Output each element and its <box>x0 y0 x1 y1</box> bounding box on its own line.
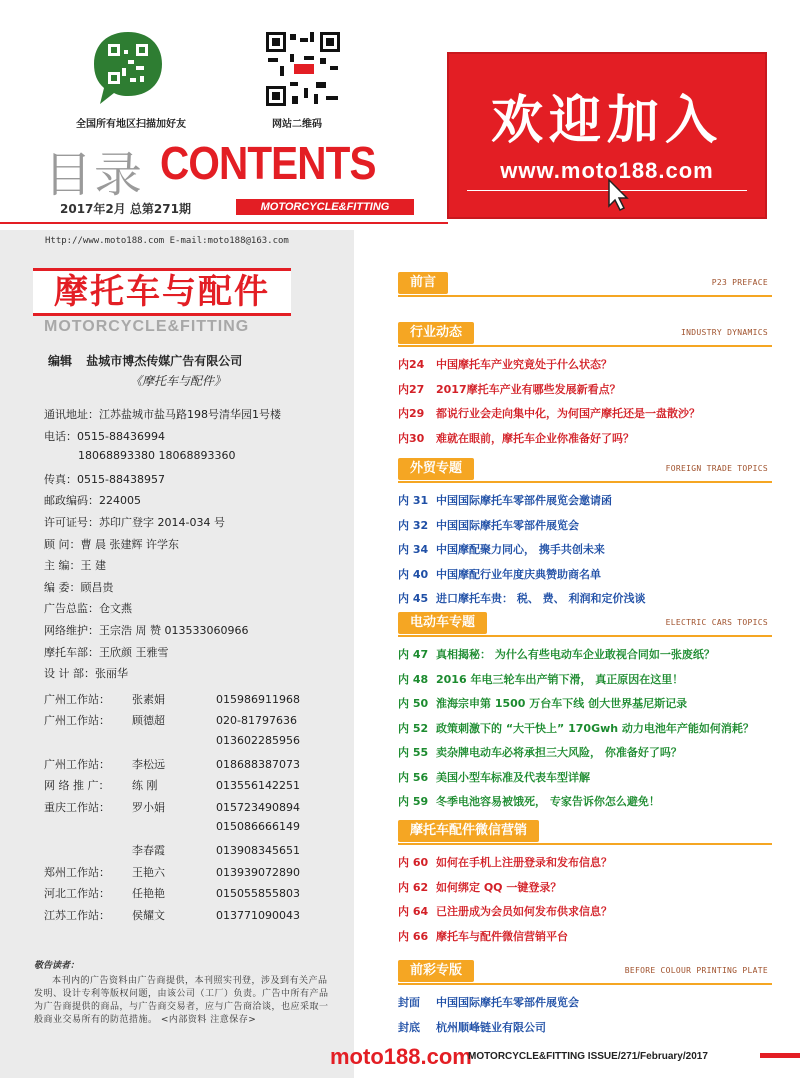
toc-item[interactable] <box>398 854 612 870</box>
toc-title: 难就在眼前，摩托车企业你准备好了吗？ <box>436 431 634 445</box>
section-header <box>398 820 772 842</box>
wechat-qr-code <box>92 30 164 108</box>
section-label[interactable]: 电动车专题 <box>398 612 487 634</box>
masthead-row <box>44 406 281 422</box>
contact-line[interactable]: Http://www.moto188.com E-mail:moto188@163.com <box>45 236 289 246</box>
toc-item[interactable] <box>398 903 612 919</box>
editor-line <box>48 352 242 369</box>
masthead-value: 王 建 <box>80 559 106 573</box>
toc-title: 美国小型车标准及代表车型详解 <box>436 770 590 784</box>
toc-title: 卖杂牌电动车必将承担三大风险， 你准备好了吗？ <box>436 746 682 759</box>
toc-page: 内 40 <box>398 567 429 581</box>
masthead-row <box>44 600 132 616</box>
masthead-label: 设 计 部： <box>44 667 95 681</box>
section-label[interactable]: 前彩专版 <box>398 960 474 982</box>
station-row <box>44 842 300 858</box>
banner-url[interactable]: www.moto188.com <box>500 158 714 183</box>
masthead-row <box>44 492 141 508</box>
section-rule <box>398 481 772 483</box>
toc-section <box>398 612 772 808</box>
toc-title: 如何绑定 QQ 一键登录？ <box>436 880 562 894</box>
section-english-label: FOREIGN TRADE TOPICS <box>665 464 768 473</box>
station-row <box>44 756 300 772</box>
masthead-label: 编 委： <box>44 580 81 594</box>
section-header <box>398 960 772 982</box>
section-rule <box>398 983 772 985</box>
website-qr-code <box>264 30 342 108</box>
masthead-label: 广告总监： <box>44 602 99 616</box>
toc-page: 内 31 <box>398 494 429 507</box>
toc-item[interactable] <box>398 517 579 533</box>
toc-item[interactable] <box>398 793 660 809</box>
page-title-cn: 目录 <box>44 147 145 203</box>
section-header <box>398 612 772 634</box>
welcome-banner[interactable] <box>447 52 767 219</box>
section-label[interactable]: 前言 <box>398 272 448 294</box>
toc-page: 内 47 <box>398 648 429 661</box>
station-contact-name: 任艳艳 <box>132 887 165 901</box>
masthead-row <box>44 536 179 552</box>
station-phone: 013771090043 <box>216 908 300 922</box>
footer-band: MOTORCYCLE&FITTING ISSUE/271/February/2017 <box>468 1051 708 1062</box>
masthead-label: 传真： <box>44 472 77 486</box>
toc-title: 2017摩托车产业有哪些发展新看点？ <box>436 382 621 396</box>
masthead-row <box>44 644 169 660</box>
footer-bar <box>760 1053 800 1058</box>
wechat-qr-caption: 全国所有地区扫描加好友 <box>76 119 186 130</box>
station-contact-name: 侯耀文 <box>132 908 165 922</box>
station-contact-name: 李松远 <box>132 757 165 771</box>
issue-date: 2017年2月 总第271期 <box>60 202 191 216</box>
station-row <box>44 777 300 793</box>
station-row <box>44 799 300 815</box>
page-title-en: CONTENTS <box>160 137 376 189</box>
station-row <box>44 820 300 833</box>
masthead-value: 王欣颜 王雅雪 <box>99 645 169 659</box>
masthead-value: 224005 <box>99 494 141 508</box>
masthead-label: 主 编： <box>44 559 81 573</box>
toc-title: 2016 年电三轮车出产销下滑， 真正原因在这里！ <box>436 672 684 686</box>
toc-item[interactable] <box>398 646 715 662</box>
toc-item[interactable] <box>398 1019 546 1035</box>
toc-item[interactable] <box>398 430 634 446</box>
station-label: 广州工作站： <box>44 692 110 706</box>
toc-item[interactable] <box>398 744 682 760</box>
section-rule <box>398 295 772 297</box>
toc-title: 摩托车与配件微信营销平台 <box>436 929 568 943</box>
issue-tag: MOTORCYCLE&FITTING <box>236 199 414 215</box>
toc-item[interactable] <box>398 671 683 687</box>
logo-english: MOTORCYCLE&FITTING <box>44 318 250 335</box>
toc-page: 内 45 <box>398 592 429 605</box>
station-row <box>44 712 297 728</box>
masthead-label: 电话： <box>44 429 77 443</box>
masthead-label: 网络维护： <box>44 624 99 637</box>
station-phone: 015986911968 <box>216 692 300 706</box>
section-rule <box>398 843 772 845</box>
editor-org: 盐城市博杰传媒广告有限公司 <box>86 354 243 368</box>
section-english-label: BEFORE COLOUR PRINTING PLATE <box>624 966 768 975</box>
masthead-row <box>44 471 165 487</box>
magazine-name: 《摩托车与配件》 <box>130 374 227 388</box>
toc-section <box>398 960 772 1034</box>
masthead-value: 顾昌贵 <box>80 580 114 594</box>
section-rule <box>398 635 772 637</box>
toc-page: 内 55 <box>398 746 429 759</box>
banner-title: 欢迎加入 <box>490 91 723 151</box>
station-phone: 013939072890 <box>216 865 300 879</box>
toc-page: 封面 <box>398 996 420 1009</box>
masthead-label: 摩托车部： <box>44 645 99 659</box>
station-label: 网 络 推 广： <box>44 779 110 793</box>
station-phone: 020-81797636 <box>216 714 297 728</box>
toc-page: 内 56 <box>398 770 429 784</box>
station-phone: 013908345651 <box>216 844 300 857</box>
masthead-row <box>44 579 114 595</box>
toc-page: 内 50 <box>398 697 429 710</box>
toc-item[interactable] <box>398 381 621 397</box>
section-header <box>398 458 772 480</box>
toc-title: 淮海宗申第 1500 万台车下线 创大世界基尼斯记录 <box>436 697 688 710</box>
toc-title: 政策刺激下的 “大干快上” 170Gwh 动力电池年产能如何消耗？ <box>436 721 754 735</box>
toc-page: 内27 <box>398 382 425 396</box>
station-label: 郑州工作站： <box>44 865 110 879</box>
section-english-label: ELECTRIC CARS TOPICS <box>665 618 768 627</box>
toc-item[interactable] <box>398 541 605 557</box>
website-qr-caption: 网站二维码 <box>272 119 322 130</box>
masthead-row <box>44 622 248 638</box>
masthead-value: 张丽华 <box>95 667 128 681</box>
section-rule <box>398 345 772 347</box>
toc-title: 中国国际摩托车零部件展览会邀请函 <box>436 494 612 507</box>
logo-text: 摩托车与配件 <box>54 272 270 312</box>
station-contact-name: 王艳六 <box>132 865 165 879</box>
toc-title: 中国国际摩托车零部件展览会 <box>436 518 579 532</box>
station-contact-name: 罗小娟 <box>132 800 165 814</box>
masthead-label: 许可证号： <box>44 516 99 529</box>
toc-item[interactable] <box>398 695 687 711</box>
toc-page: 内 62 <box>398 880 429 894</box>
station-phone: 015055855803 <box>216 887 300 901</box>
masthead-value: 曹 晨 张建辉 许学东 <box>80 537 179 551</box>
toc-title: 中国摩配行业年度庆典赞助商名单 <box>436 567 601 581</box>
station-label: 河北工作站： <box>44 887 110 901</box>
station-label: 江苏工作站： <box>44 908 110 922</box>
toc-item[interactable] <box>398 928 568 944</box>
toc-page: 内24 <box>398 358 425 371</box>
cursor-arrow-icon <box>607 178 633 216</box>
masthead-row <box>44 665 128 681</box>
masthead-value: 0515-88438957 <box>77 472 165 486</box>
station-phone: 015086666149 <box>216 820 300 834</box>
station-row <box>44 864 300 880</box>
toc-title: 进口摩托车贵： 税、 费、 利润和定价浅谈 <box>436 592 646 605</box>
toc-title: 冬季电池容易被饿死， 专家告诉你怎么避免！ <box>436 795 660 808</box>
station-row <box>44 691 300 707</box>
station-phone: 018688387073 <box>216 757 300 771</box>
station-contact-name: 练 刚 <box>132 779 158 793</box>
toc-page: 内 32 <box>398 518 429 532</box>
toc-title: 中国国际摩托车零部件展览会 <box>436 996 579 1009</box>
magazine-logo <box>33 268 291 316</box>
masthead-label: 邮政编码： <box>44 494 99 508</box>
toc-page: 内 64 <box>398 905 429 918</box>
toc-item[interactable] <box>398 590 646 606</box>
station-label: 广州工作站： <box>44 714 110 728</box>
toc-page: 内30 <box>398 431 425 445</box>
toc-page: 封底 <box>398 1020 420 1034</box>
toc-item[interactable] <box>398 492 612 508</box>
toc-title: 真相揭秘： 为什么有些电动车企业敢视合同如一张废纸？ <box>436 648 715 661</box>
toc-page: 内 60 <box>398 856 429 869</box>
toc-item[interactable] <box>398 994 579 1010</box>
reader-notice <box>34 960 334 1027</box>
section-english-label: P23 PREFACE <box>711 278 768 287</box>
toc-page: 内 59 <box>398 795 429 808</box>
station-phone: 013602285956 <box>216 734 300 747</box>
masthead-value: 江苏盐城市盐马路198号清华园1号楼 <box>99 408 281 421</box>
notice-title: 敬告读者： <box>34 961 80 971</box>
toc-section <box>398 820 772 943</box>
masthead-label: 顾 问： <box>44 537 81 551</box>
masthead-row <box>44 557 106 573</box>
masthead-row <box>44 514 225 530</box>
section-label[interactable]: 摩托车配件微信营销 <box>398 820 539 842</box>
notice-body: 本刊内的广告资料由广告商提供，本刊照实刊登，涉及到有关产品发明、设计专利等版权问题，由该公司（工厂）负责。广告中所有产品为广告商提供的商品，与广告商交易者，应与广告商洽谈，也应采取一般商业交易所有的防范措施。 <内部资料 注意保存> <box>34 976 329 1025</box>
toc-page: 内 48 <box>398 672 429 686</box>
station-row <box>44 734 300 747</box>
toc-section <box>398 322 772 445</box>
section-label[interactable]: 外贸专题 <box>398 458 474 480</box>
toc-title: 如何在手机上注册登录和发布信息？ <box>436 856 612 869</box>
masthead-value: 仓文燕 <box>99 602 132 616</box>
toc-page: 内 66 <box>398 929 429 943</box>
section-label[interactable]: 行业动态 <box>398 322 474 344</box>
section-english-label: INDUSTRY DYNAMICS <box>681 328 768 337</box>
header-divider <box>0 222 448 224</box>
toc-title: 中国摩配聚力同心， 携手共创未来 <box>436 543 605 556</box>
station-contact-name: 李春霞 <box>132 844 165 857</box>
toc-title: 都说行业会走向集中化，为何国产摩托还是一盘散沙？ <box>436 407 700 420</box>
editor-label: 编辑 <box>48 354 73 368</box>
toc-page: 内 34 <box>398 543 429 556</box>
section-header <box>398 322 772 344</box>
masthead-value: 王宗浩 周 赞 013533060966 <box>99 624 249 637</box>
masthead-value: 0515-88436994 <box>77 429 165 443</box>
masthead-value: 苏印广登字 2014-034 号 <box>99 516 225 529</box>
station-contact-name: 顾德超 <box>132 714 165 728</box>
toc-item[interactable] <box>398 356 612 372</box>
toc-item[interactable] <box>398 769 590 785</box>
section-header <box>398 272 772 294</box>
footer-url[interactable]: moto188.com <box>330 1044 472 1069</box>
station-label: 重庆工作站： <box>44 800 110 814</box>
toc-item[interactable] <box>398 566 601 582</box>
station-contact-name: 张素娟 <box>132 692 165 706</box>
toc-page: 内 52 <box>398 721 429 735</box>
station-phone: 013556142251 <box>216 779 300 793</box>
station-phone: 015723490894 <box>216 800 300 814</box>
masthead-panel <box>0 230 354 1078</box>
toc-title: 杭州顺峰链业有限公司 <box>436 1020 546 1034</box>
station-label: 广州工作站： <box>44 757 110 771</box>
station-row <box>44 907 300 923</box>
masthead-row <box>44 449 235 462</box>
masthead-row <box>44 428 165 444</box>
masthead-value: 18068893380 18068893360 <box>78 449 236 463</box>
toc-item[interactable] <box>398 720 754 736</box>
toc-item[interactable] <box>398 879 561 895</box>
toc-section <box>398 272 772 294</box>
toc-page: 内29 <box>398 407 425 420</box>
toc-title: 已注册成为会员如何发布供求信息？ <box>436 905 612 918</box>
station-row <box>44 885 300 901</box>
toc-section <box>398 458 772 605</box>
toc-title: 中国摩托车产业究竟处于什么状态？ <box>436 358 612 371</box>
toc-item[interactable] <box>398 405 700 421</box>
masthead-label: 通讯地址： <box>44 408 99 421</box>
